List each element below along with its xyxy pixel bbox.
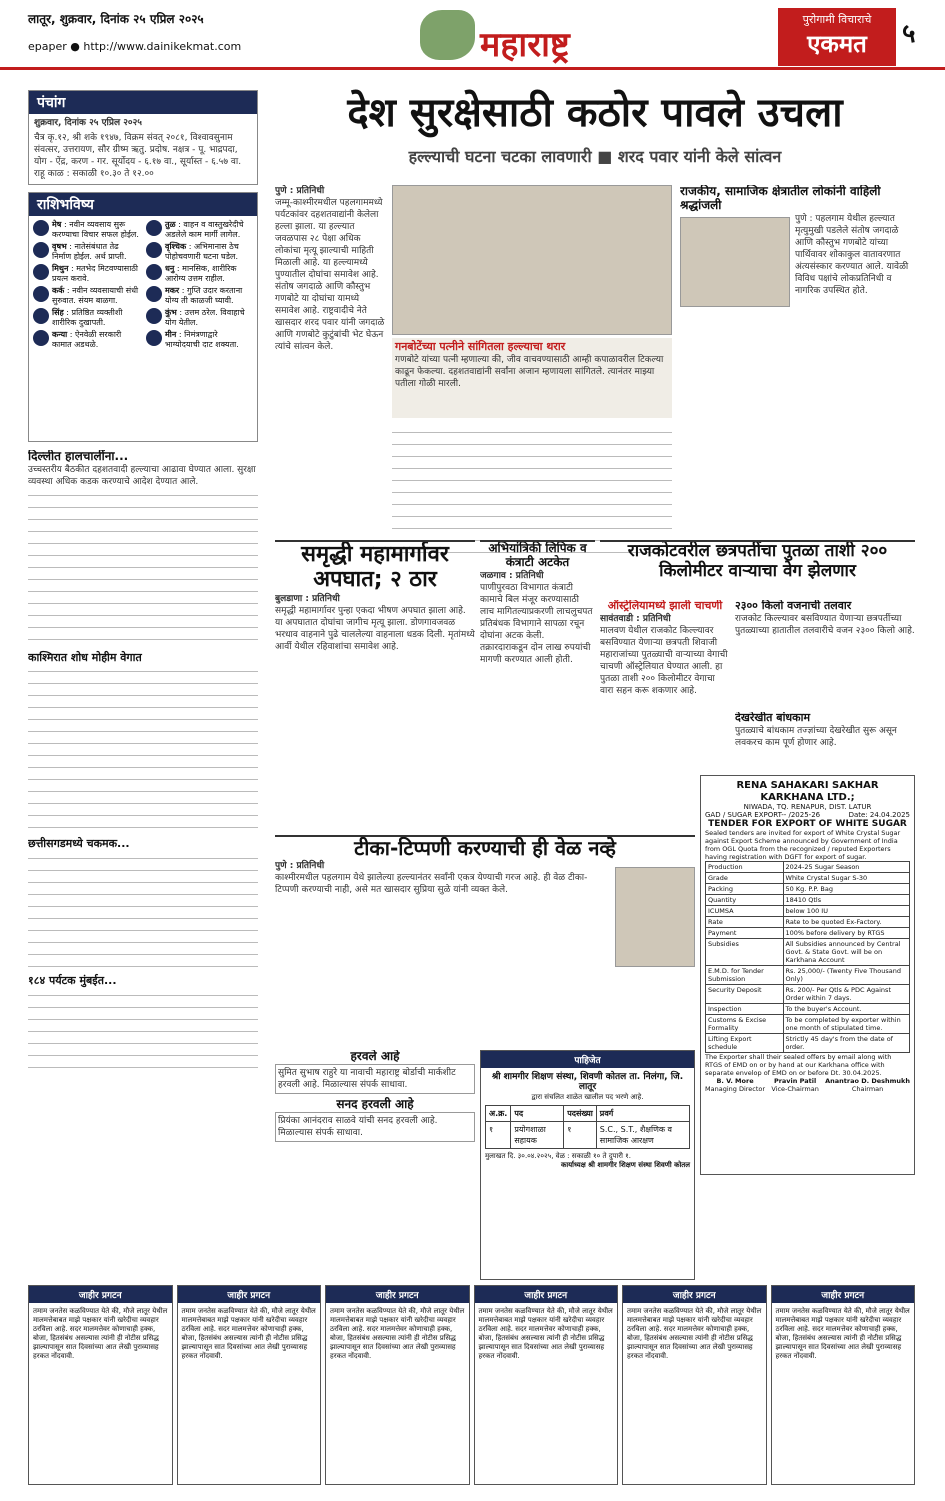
signatory-name: B. V. More [716,1077,754,1086]
notice-title: जाहीर प्रगटन [326,1286,469,1303]
lost-title: सनद हरवली आहे [336,1096,414,1111]
delhi-filler-4 [28,988,258,1068]
supriya-headline: टीका-टिप्पणी करण्याची ही वेळ नव्हे [354,836,616,860]
job-header-cell: अ.क्र. [486,1105,511,1121]
lost-body: प्रियंका आनंदराव साळवे यांची सनद हरवली आहे. मिळाल्यास संपर्क साधावा. [275,1112,475,1142]
tender-company: RENA SAHAKARI SAKHAR KARKHANA LTD.; [736,780,879,803]
tender-intro: Sealed tenders are invited for export of White Crystal Sugar against Export Scheme announced by Government of India from OGL Quota from the recognized / reputed Exporters having registration with DGFT for export of sugar. [705,829,901,862]
job-signoff: कार्याध्यक्ष श्री शामगीर शिक्षण संस्था शिवणी कोतल [560,1160,690,1169]
tribute-body: पुणे : पहलगाम येथील हल्ल्यात मृत्युमुखी पडलेले संतोष जगदाळे आणि कौस्तुभ गणबोटे यांच्या पार्थिवावर शोकाकुल वातावरणात अंत्यसंस्कार करण्यात आले. यावेळी विविध पक्षांचे लोकप्रतिनिधी व नागरिक उपस्थित होते. [795,213,909,296]
tender-value: White Crystal Sugar S-30 [783,873,909,884]
sign-text: मानसिक, शारीरिक आरोग्य उत्तम राहील. [165,264,237,283]
delhi-story [28,450,258,1200]
samruddhi-dateline: बुलडाणा : प्रतिनिधी [275,593,340,604]
horoscope-sign: सिंह : प्रतिष्ठित व्यक्तीशी शारीरिक दुखापती. [33,308,140,328]
notices-row [28,1285,915,1485]
main-subhead: हल्ल्याची घटना चटका लावणारी ■ शरद पवार यांनी केले सांत्वन [408,147,782,166]
sign-text: नवीन व्यवसाय सुरू करण्याचा विचार सफल होईल. [52,220,139,239]
tender-value: All Subsidies announced by Central Govt. & State Govt. will be on Karkhana Account [783,939,909,966]
delhi-filler-3 [28,851,258,971]
rajkot-body: मालवण येथील राजकोट किल्ल्यावर बसविण्यात येणाऱ्या छत्रपती शिवाजी महाराजांच्या पुतळ्याची वाऱ्याच्या वेगाची चाचणी ऑस्ट्रेलियात घेण्यात आली. हा पुतळा ताशी २०० किलोमीटर वेगाचा वारा सहन करू शकणार आहे. [600,625,728,696]
tender-value: Rate to be quoted Ex-Factory. [783,917,909,928]
sword-text: राजकोट किल्ल्यावर बसविण्यात येणाऱ्या छत्रपतींच्या पुतळ्याच्या हातातील तलवारीचे वजन २३०० किलो आहे. [735,613,915,636]
signatory-name: Pravin Patil [773,1077,817,1086]
horoscope-sign: कुंभ : उत्तम ठरेल. विवाहाचे योग येतील. [146,308,253,328]
supriya-dateline: पुणे : प्रतिनिधी [275,861,325,871]
horoscope-box [28,192,258,442]
clerk-dateline: जळगाव : प्रतिनिधी [480,570,544,581]
notice-body: तमाम जनतेस कळविण्यात येते की, मौजे लातूर येथील मालमत्तेबाबत माझे पक्षकार यांनी खरेदीचा व्यवहार ठरविला आहे. सदर मालमत्तेवर कोणाचाही हक्क, बोजा, हितसंबंध असल्यास त्यांनी ही नोटीस प्रसिद्ध झाल्यापासून सात दिवसांच्या आत लेखी पुराव्यासह हरकत नोंदवावी. [478,1307,613,1360]
zodiac-icon [33,220,49,236]
horoscope-sign: कन्या : ऐनवेळी सरकारी कामात अडथळे. [33,330,140,350]
supriya-story [275,835,695,1045]
notice-title: जाहीर प्रगटन [772,1286,915,1303]
horoscope-sign: मीन : निमंत्रणाद्वारे भाग्योदयाची दाट शक्यता. [146,330,253,350]
samruddhi-story [275,540,475,830]
tribute-photo [680,217,790,307]
tender-value: 100% before delivery by RTGS [783,928,909,939]
tender-ref-row [705,811,910,819]
sign-name: धनु [165,264,175,273]
dateline: लातूर, शुक्रवार, दिनांक २५ एप्रिल २०२५ [28,12,204,26]
sword-title: २३०० किलो वजनाची तलवार [735,600,852,612]
panchang-body: चैत्र कृ.१२, श्री शके १९४७, विक्रम संवत् २०८१, विश्वावसुनाम संवत्सर, उत्तरायण, सौर ग्रीष्म ऋतु. प्रदोष. नक्षत्र - पू. भाद्रपदा, योग - ऐंद्र, करण - गर. सूर्योदय - ६.१७ वा., सूर्यास्त - ६.५७ वा. राहू काळ : सकाळी १०.३० ते १२.०० [34,133,242,179]
zodiac-icon [146,286,162,302]
delhi-headline: दिल्लीत हालचालींना... [28,450,129,463]
rajkot-dateline: सावंतवाडी : प्रतिनिधी [600,613,671,624]
epaper-link[interactable]: epaper ● http://www.dainikekmat.com [28,40,242,53]
lost-notices-box [275,1050,475,1280]
sign-text: मतभेद मिटवण्यासाठी प्रयत्न करावे. [52,264,139,283]
supriya-photo [615,867,695,967]
tribute-headline: राजकीय, सामाजिक क्षेत्रातील लोकांनी वाहिली श्रद्धांजली [680,185,881,212]
job-header-cell: पदसंख्या [564,1105,597,1121]
sign-name: कन्या [52,330,68,339]
tender-row [706,1034,910,1053]
condolence-photo [392,185,672,335]
sign-name: तुळ [165,220,176,229]
tender-value: 50 Kg. P.P. Bag [783,884,909,895]
main-dateline: पुणे : प्रतिनिधी [275,186,325,196]
delhi-filler-1 [28,488,258,648]
rajkot-sub: ऑस्ट्रेलियामध्ये झाली चाचणी [607,600,723,612]
tender-value: To the buyer's Account. [783,1004,909,1015]
tender-row [706,966,910,985]
horoscope-title: राशिभविष्य [29,193,257,216]
notice-body: तमाम जनतेस कळविण्यात येते की, मौजे लातूर येथील मालमत्तेबाबत माझे पक्षकार यांनी खरेदीचा व्यवहार ठरविला आहे. सदर मालमत्तेवर कोणाचाही हक्क, बोजा, हितसंबंध असल्यास त्यांनी ही नोटीस प्रसिद्ध झाल्यापासून सात दिवसांच्या आत लेखी पुराव्यासह हरकत नोंदवावी. [775,1307,910,1360]
clerk-arrest-story [480,540,595,830]
notice-title: जाहीर प्रगटन [178,1286,321,1303]
tender-signatory [771,1077,818,1093]
zodiac-icon [146,264,162,280]
masthead [0,0,945,70]
notice-title: जाहीर प्रगटन [29,1286,172,1303]
tender-row [706,895,910,906]
tender-signatory [825,1077,910,1093]
delhi-body: उच्चस्तरीय बैठकीत दहशतवादी हल्ल्याचा आढावा घेण्यात आला. सुरक्षा व्यवस्था अधिक कडक करण्याचे आदेश देण्यात आले. [28,464,256,487]
job-row [486,1121,690,1148]
page-number: ५ [902,19,916,49]
horoscope-sign: मिथुन : मतभेद मिटवण्यासाठी प्रयत्न करावे. [33,264,140,284]
panchang-box [28,90,258,185]
samruddhi-headline: समृद्धी महामार्गावर अपघात; २ ठार [301,542,449,593]
tender-value: Rs. 25,000/- (Twenty Five Thousand Only) [783,966,909,985]
tender-ad [700,775,915,1175]
sign-name: मीन [165,330,177,339]
tender-value: Rs. 200/- Per Qtls & PDC Against Order within 7 days. [783,985,909,1004]
notice-body: तमाम जनतेस कळविण्यात येते की, मौजे लातूर येथील मालमत्तेबाबत माझे पक्षकार यांनी खरेदीचा व्यवहार ठरविला आहे. सदर मालमत्तेवर कोणाचाही हक्क, बोजा, हितसंबंध असल्यास त्यांनी ही नोटीस प्रसिद्ध झाल्यापासून सात दिवसांच्या आत लेखी पुराव्यासह हरकत नोंदवावी. [627,1307,762,1360]
signatory-role: Vice-Chairman [771,1085,819,1094]
sign-text: प्रतिष्ठित व्यक्तीशी शारीरिक दुखापती. [52,308,123,327]
job-title: पाहिजेत [481,1051,694,1068]
public-notice [177,1285,322,1485]
horoscope-sign: वृश्चिक : अभिमानास ठेच पोहोचवणारी घटना घडेल. [146,242,253,262]
delhi-sub1: काश्मिरात शोध मोहीम वेगात [28,650,142,664]
tribute-box [680,185,915,555]
job-cell: S.C., S.T., शैक्षणिक व सामाजिक आरक्षण [596,1121,689,1148]
zodiac-icon [146,330,162,346]
rajkot-sidebar [735,600,915,710]
tender-value: 18410 Qtls [783,895,909,906]
tender-row [706,873,910,884]
main-story-col [275,185,385,555]
job-table-header [486,1105,690,1121]
notice-body: तमाम जनतेस कळविण्यात येते की, मौजे लातूर येथील मालमत्तेबाबत माझे पक्षकार यांनी खरेदीचा व्यवहार ठरविला आहे. सदर मालमत्तेवर कोणाचाही हक्क, बोजा, हितसंबंध असल्यास त्यांनी ही नोटीस प्रसिद्ध झाल्यापासून सात दिवसांच्या आत लेखी पुराव्यासह हरकत नोंदवावी. [33,1307,168,1360]
sign-name: मकर [165,286,180,295]
tender-key: Grade [706,873,784,884]
job-org: श्री शामगीर शिक्षण संस्था, शिवणी कोतल ता. निलंगा, जि. लातूर [491,1072,684,1093]
sign-text: ऐनवेळी सरकारी कामात अडथळे. [52,330,122,349]
sign-text: वाहन व वास्तुखरेदीचे अडलेले काम मार्गी लागेल. [165,220,244,239]
sign-text: निमंत्रणाद्वारे भाग्योदयाची दाट शक्यता. [165,330,239,349]
tender-key: Lifting Export schedule [706,1034,784,1053]
tender-key: Customs & Excise Formality [706,1015,784,1034]
sign-text: नातेसंबंधात तेढ निर्माण होईल. अर्थ प्राप्ती. [52,242,127,261]
public-notice [474,1285,619,1485]
job-cell: १ [486,1121,511,1148]
tender-row [706,1015,910,1034]
map-icon [420,10,475,60]
sign-text: अभिमानास ठेच पोहोचवणारी घटना घडेल. [165,242,239,261]
notice-title: जाहीर प्रगटन [475,1286,618,1303]
tender-row [706,906,910,917]
sign-name: वृश्चिक [165,242,187,251]
job-ad [480,1050,695,1280]
horoscope-sign: मकर : गुप्ति उदार करताना योग्य ती काळजी घ्यावी. [146,286,253,306]
public-notice [622,1285,767,1485]
sign-name: मेष [52,220,62,229]
brand-name: एकमत [807,30,867,58]
tender-value: Strictly 45 day's from the date of order. [783,1034,909,1053]
notice-body: तमाम जनतेस कळविण्यात येते की, मौजे लातूर येथील मालमत्तेबाबत माझे पक्षकार यांनी खरेदीचा व्यवहार ठरविला आहे. सदर मालमत्तेवर कोणाचाही हक्क, बोजा, हितसंबंध असल्यास त्यांनी ही नोटीस प्रसिद्ध झाल्यापासून सात दिवसांच्या आत लेखी पुराव्यासह हरकत नोंदवावी. [330,1307,465,1360]
horoscope-sign: तुळ : वाहन व वास्तुखरेदीचे अडलेले काम मार्गी लागेल. [146,220,253,240]
brand-tagline: पुरोगामी विचाराचे [802,13,872,26]
tender-signatory [705,1077,765,1093]
signatory-role: Chairman [851,1085,884,1094]
signatory-role: Managing Director [705,1085,766,1094]
signatory-name: Anantrao D. Deshmukh [825,1077,910,1086]
section-title: महाराष्ट्र [480,25,570,65]
job-note: मुलाखत दि. ३०.०४.२०२५, वेळ : सकाळी १० ते दुपारी १. [485,1151,631,1160]
horoscope-sign: कर्क : नवीन व्यवसायाची संधी सुरुवात. संयम बाळगा. [33,286,140,306]
tender-title: TENDER FOR EXPORT OF WHITE SUGAR [708,819,907,829]
panchang-title: पंचांग [29,91,257,114]
sign-name: वृषभ [52,242,67,251]
rajkot-headline: राजकोटवरील छत्रपतींचा पुतळा ताशी २०० किलोमीटर वाऱ्याचा वेग झेलणार [627,541,888,581]
tender-key: ICUMSA [706,906,784,917]
tender-value: below 100 IU [783,906,909,917]
sign-text: उत्तम ठरेल. विवाहाचे योग येतील. [165,308,245,327]
sign-name: कुंभ [165,308,177,317]
delhi-sub3: १८४ पर्यटक मुंबईत... [28,974,117,988]
zodiac-icon [33,264,49,280]
notice-title: जाहीर प्रगटन [623,1286,766,1303]
tender-row [706,928,910,939]
tender-key: E.M.D. for Tender Submission [706,966,784,985]
zodiac-icon [146,308,162,324]
tender-row [706,1004,910,1015]
horoscope-grid [29,216,257,354]
job-cell: प्रयोगशाळा सहायक [511,1121,564,1148]
sign-text: गुप्ति उदार करताना योग्य ती काळजी घ्यावी. [165,286,243,305]
main-headline: देश सुरक्षेसाठी कठोर पावले उचला [347,90,843,136]
job-header-cell: प्रवर्ग [596,1105,689,1121]
tender-key: Quantity [706,895,784,906]
tender-signatures [705,1077,910,1093]
tender-row [706,862,910,873]
tender-key: Payment [706,928,784,939]
supriya-body: काश्मीरमधील पहलगाम येथे झालेल्या हल्ल्यानंतर सर्वांनी एकत्र येण्याची गरज आहे. ही वेळ टीका-टिप्पणी करण्याची नाही, असे मत खासदार सुप्रिया सुळे यांनी व्यक्त केले. [275,873,588,895]
job-cell: १ [564,1121,597,1148]
rajkot-sidebar-2 [735,712,915,772]
tender-date: Date: 24.04.2025 [848,811,910,819]
caption-text: गणबोटे यांच्या पत्नी म्हणाल्या की, जीव वाचवण्यासाठी आम्ही कपाळावरील टिकल्या काढून फेकल्या. दहशतवाद्यांनी सर्वांना अजान म्हणायला सांगितले. त्यानंतर माझ्या पतीला गोळी मारली. [395,354,664,389]
tender-ref: GAD / SUGAR EXPORT-- /2025-26 [705,811,821,819]
tender-row [706,884,910,895]
notice-body: तमाम जनतेस कळविण्यात येते की, मौजे लातूर येथील मालमत्तेबाबत माझे पक्षकार यांनी खरेदीचा व्यवहार ठरविला आहे. सदर मालमत्तेवर कोणाचाही हक्क, बोजा, हितसंबंध असल्यास त्यांनी ही नोटीस प्रसिद्ध झाल्यापासून सात दिवसांच्या आत लेखी पुराव्यासह हरकत नोंदवावी. [181,1307,316,1360]
public-notice [325,1285,470,1485]
horoscope-sign: वृषभ : नातेसंबंधात तेढ निर्माण होईल. अर्थ प्राप्ती. [33,242,140,262]
tender-row [706,939,910,966]
zodiac-icon [33,308,49,324]
job-table [485,1105,690,1149]
panchang-date: शुक्रवार, दिनांक २५ एप्रिल २०२५ [34,118,142,128]
caption-title: गनबोटेंच्या पत्नीने सांगितला हल्ल्याचा थरार [395,340,566,353]
zodiac-icon [33,330,49,346]
public-notice [771,1285,916,1485]
tender-key: Security Deposit [706,985,784,1004]
job-header-cell: पद [511,1105,564,1121]
sign-name: सिंह [52,308,64,317]
horoscope-sign: मेष : नवीन व्यवसाय सुरू करण्याचा विचार सफल होईल. [33,220,140,240]
delhi-sub2: छत्तीसगडमध्ये चकमक... [28,837,130,851]
sign-name: मिथुन [52,264,69,273]
tender-row [706,917,910,928]
photo-caption [392,338,672,418]
zodiac-icon [146,220,162,236]
tender-value: To be completed by exporter within one month of stipulated time. [783,1015,909,1034]
job-intro: द्वारा संचलित शाळेत खालील पद भरणे आहे. [531,1092,644,1101]
tender-table [705,861,910,1053]
zodiac-icon [33,286,49,302]
tender-key: Rate [706,917,784,928]
tender-key: Inspection [706,1004,784,1015]
tender-footer: The Exporter shall their sealed offers by email along with RTGS of EMD on or by hand at our Karkhana office with separate envelop of EMD on or before Dt. 30.04.2025. [705,1053,892,1078]
samruddhi-body: समृद्धी महामार्गावर पुन्हा एकदा भीषण अपघात झाला आहे. या अपघातात दोघांचा जागीच मृत्यू झाला. डोणगावजवळ भरधाव वाहनाने पुढे चाललेल्या वाहनाला धडक दिली. मृतांमध्ये आर्वी येथील रहिवाशांचा समावेश आहे. [275,605,475,652]
zodiac-icon [33,242,49,258]
public-notice [28,1285,173,1485]
lost-title: हरवले आहे [350,1050,400,1063]
tender-address: NIWADA, TQ. RENAPUR, DIST. LATUR [743,803,872,811]
clerk-headline: अभियांत्रिकी लिपिक व कंत्राटी अटकेत [488,541,587,569]
delhi-filler-2 [28,664,258,834]
main-body: जम्मू-काश्मीरमधील पहलगाममध्ये पर्यटकांवर दहशतवाद्यांनी केलेला हल्ला झाला. या हल्ल्यात जवळपास २८ पेक्षा अधिक लोकांचा मृत्यू झाल्याची माहिती मिळाली आहे. या हल्ल्यामध्ये पुण्यातील दोघांचा समावेश आहे. संतोष जगदाळे आणि कौस्तुभ गणबोटे या दोघांचा यामध्ये समावेश आहे. राष्ट्रवादीचे नेते खासदार शरद पवार यांनी जगदाळे आणि गणबोटे कुटुंबांची भेट घेऊन त्यांचे सांत्वन केले. [275,198,385,352]
sign-name: कर्क [52,286,65,295]
brand-logo [778,8,896,66]
lost-body: सुमित सुभाष राहुरे या नावाची महाराष्ट्र बोर्डाची मार्कशीट हरवली आहे. मिळाल्यास संपर्क साधावा. [275,1064,475,1094]
tender-value: 2024-25 Sugar Season [783,862,909,873]
tender-key: Production [706,862,784,873]
zodiac-icon [146,242,162,258]
tender-row [706,985,910,1004]
clerk-body: पाणीपुरवठा विभागात कंत्राटी कामाचे बिल मंजूर करण्यासाठी लाच मागितल्याप्रकरणी लाचलुचपत प्रतिबंधक विभागाने सापळा रचून दोघांना अटक केली. तक्रारदाराकडून दोन लाख रुपयांची मागणी करण्यात आली होती. [480,582,593,665]
construction-text: पुतळ्याचे बांधकाम तज्ज्ञांच्या देखरेखीत सुरू असून लवकरच काम पूर्ण होणार आहे. [735,725,897,748]
construction-title: देखरेखीत बांधकाम [735,712,811,724]
main-filler [392,425,672,555]
sign-text: नवीन व्यवसायाची संधी सुरुवात. संयम बाळगा. [52,286,139,305]
tender-key: Subsidies [706,939,784,966]
horoscope-sign: धनु : मानसिक, शारीरिक आरोग्य उत्तम राहील. [146,264,253,284]
tender-key: Packing [706,884,784,895]
